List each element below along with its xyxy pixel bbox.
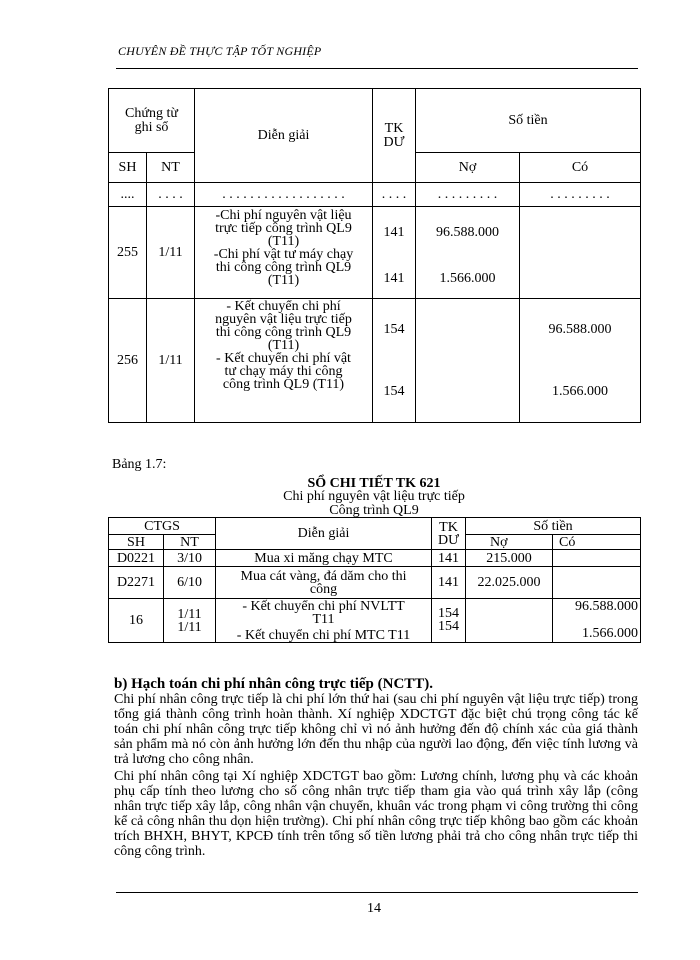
row-co <box>553 599 641 643</box>
header-nt: NT <box>164 535 216 550</box>
no-value: 1.566.000 <box>439 271 496 286</box>
paragraph: Chi phí nhân công trực tiếp là chi phí lớn thứ hai (sau chi phí nguyên vật liệu trực tiếp) trong tổng giá thành công trình hoàn thành. Xí nghiệp XDCTGT đặc biệt chú trọng công tác kế toán chi phí nhân công trực tiếp không chỉ vì nó ảnh hưởng đến độ chính xác của giá thành sản phẩm mà nó còn ảnh hưởng lớn đến thu nhập của người lao động, đến việc tính lương và trả lương cho công nhân. <box>114 692 638 767</box>
tk-value: 141 <box>383 225 405 240</box>
page-header-title: CHUYÊN ĐỀ THỰC TẬP TỐT NGHIỆP <box>118 44 322 58</box>
table-row <box>109 599 641 643</box>
ledger-table-2 <box>108 517 641 643</box>
desc-line: trực tiếp công trình QL9 <box>215 221 352 236</box>
tk-value: 154 <box>438 606 460 621</box>
row-desc <box>216 599 432 643</box>
desc-line: Mua cát vàng, đá dăm cho thi <box>240 568 407 584</box>
row-nt <box>164 599 216 643</box>
row-co <box>520 207 641 299</box>
table-subtitle: Chi phí nguyên vật liệu trực tiếp <box>283 489 465 504</box>
tk-value: 154 <box>383 322 405 337</box>
header-dien-giai: Diễn giải <box>216 518 432 550</box>
row-desc <box>195 299 373 423</box>
row-no <box>466 599 553 643</box>
tk-value: 141 <box>383 271 405 286</box>
row-nt: 1/11 <box>147 207 195 299</box>
desc-line: (T11) <box>267 338 300 353</box>
row-desc <box>195 207 373 299</box>
desc-line: thi công công trình QL9 <box>215 260 352 275</box>
row-no: 22.025.000 <box>466 567 553 599</box>
table-label: Bảng 1.7: <box>112 457 167 472</box>
row-desc <box>216 567 432 599</box>
header-so-tien: Số tiền <box>466 518 641 535</box>
co-value: 1.566.000 <box>582 626 639 641</box>
header-co: Có <box>553 535 641 550</box>
desc-line: công trình QL9 (T11) <box>222 377 345 392</box>
desc-line: -Chi phí nguyên vật liệu <box>215 208 352 223</box>
table-row <box>109 567 641 599</box>
dots-dien-giai: . . . . . . . . . . . . . . . . . . <box>195 183 373 207</box>
desc-line: công <box>309 581 338 597</box>
desc-line: -Chi phí vật tư máy chạy <box>213 247 354 262</box>
section-heading: b) Hạch toán chi phí nhân công trực tiếp (NCTT). <box>114 676 434 692</box>
row-tk <box>373 207 416 299</box>
dots-nt: . . . . <box>147 183 195 207</box>
no-value: 96.588.000 <box>436 225 499 240</box>
header-ctgs: CTGS <box>109 518 216 535</box>
row-co <box>553 567 641 599</box>
desc-line: - Kết chuyển chi phí vật <box>216 351 351 366</box>
co-value: 1.566.000 <box>552 384 608 399</box>
desc-line: (T11) <box>267 234 300 249</box>
header-co: Có <box>520 153 641 183</box>
nt-value: 1/11 <box>177 606 202 622</box>
header-chung-tu: Chứng từ ghi sổ <box>109 89 195 153</box>
desc-line: - Kết chuyển chi phí NVLTT <box>242 599 405 614</box>
row-tk <box>432 599 466 643</box>
dots-sh: .... <box>109 183 147 207</box>
row-tk: 141 <box>432 567 466 599</box>
row-sh: 16 <box>109 599 164 643</box>
co-value: 96.588.000 <box>575 599 639 614</box>
table-title: SỔ CHI TIẾT TK 621 <box>307 476 441 491</box>
header-sh: SH <box>109 535 164 550</box>
table-subtitle: Công trình QL9 <box>329 503 419 518</box>
desc-line: tư chạy máy thi công <box>224 364 343 379</box>
row-nt: 1/11 <box>147 299 195 423</box>
row-nt: 6/10 <box>164 567 216 599</box>
page-number: 14 <box>367 901 381 916</box>
header-tk-du: TK DƯ <box>432 518 466 550</box>
table-row <box>109 299 641 423</box>
header-no: Nợ <box>466 535 553 550</box>
dots-tk: . . . . <box>373 183 416 207</box>
tk-value: 154 <box>383 384 405 399</box>
header-sh: SH <box>109 153 147 183</box>
row-co <box>553 550 641 567</box>
desc-line: - Kết chuyển chi phí MTC T11 <box>236 628 411 643</box>
footer-rule <box>116 892 638 893</box>
row-sh: D2271 <box>109 567 164 599</box>
table-row <box>109 550 641 567</box>
row-nt: 3/10 <box>164 550 216 567</box>
row-sh: D0221 <box>109 550 164 567</box>
nt-value: 1/11 <box>177 619 202 635</box>
desc-line: - Kết chuyển chi phí <box>226 299 341 314</box>
header-rule <box>116 68 638 69</box>
paragraph: Chi phí nhân công tại Xí nghiệp XDCTGT bao gồm: Lương chính, lương phụ và các khoản phụ cấp tính theo lương cho số công nhân trực tiếp tham gia vào quá trình xây lắp (công nhân trực tiếp xây lắp, công nhân vận chuyển, khuân vác trong phạm vi công trường thi công kể cả công nhân thu dọn hiện trường). Chi phí nhân công trực tiếp không bao gồm các khoản trích BHXH, BHYT, KPCĐ tính trên tổng số tiền lương phải trả cho công nhân trực tiếp thi công công trình. <box>114 769 638 859</box>
desc-line: (T11) <box>267 273 300 288</box>
ledger-table-1 <box>108 88 641 423</box>
dots-no: . . . . . . . . . <box>416 183 520 207</box>
desc-line: T11 <box>312 612 335 627</box>
tk-value: 154 <box>438 619 460 634</box>
header-nt: NT <box>147 153 195 183</box>
row-tk <box>373 299 416 423</box>
row-no <box>416 207 520 299</box>
co-value: 96.588.000 <box>548 322 612 337</box>
header-no: Nợ <box>416 153 520 183</box>
row-no: 215.000 <box>466 550 553 567</box>
desc-line: nguyên vật liệu trực tiếp <box>215 312 352 327</box>
header-dien-giai: Diễn giải <box>195 89 373 183</box>
header-tk-du: TK DƯ <box>373 89 416 183</box>
row-desc: Mua xi măng chạy MTC <box>216 550 432 567</box>
table-row <box>109 207 641 299</box>
row-sh: 255 <box>109 207 147 299</box>
dots-co: . . . . . . . . . <box>520 183 641 207</box>
header-so-tien: Số tiền <box>416 89 641 153</box>
row-no <box>416 299 520 423</box>
desc-line: thi công công trình QL9 <box>215 325 352 340</box>
row-tk: 141 <box>432 550 466 567</box>
row-sh: 256 <box>109 299 147 423</box>
row-co <box>520 299 641 423</box>
